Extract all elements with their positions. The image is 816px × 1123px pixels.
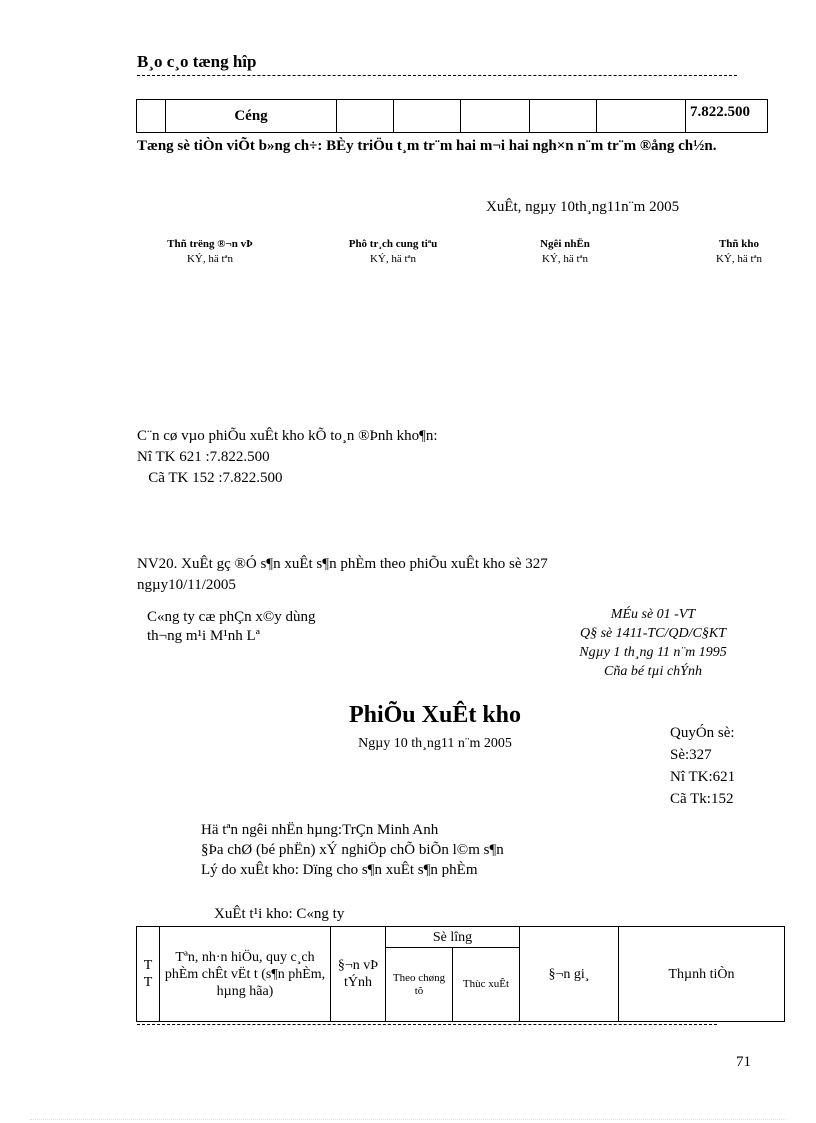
- company-name: [147, 608, 316, 646]
- signature-note: KÝ, hä tªn: [369, 253, 417, 265]
- transaction-nv20: [137, 554, 697, 596]
- detail-table: [136, 926, 785, 1022]
- table-cell: [530, 100, 597, 133]
- receiver-address: §Þa chØ (bé phËn) xÝ nghiÖp chÕ biÕn l©m s¶n: [201, 842, 504, 858]
- company-line: th¬ng m¹i M¹nh Lª: [147, 628, 260, 644]
- form-number: MÉu sè 01 -VT: [610, 607, 696, 622]
- form-decision: Q§ sè 1411-TC/QD/C§KT: [580, 626, 726, 641]
- total-amount: 7.822.500: [686, 100, 768, 133]
- voucher-details: [201, 820, 504, 880]
- table-cell: [394, 100, 461, 133]
- signature-block: [510, 237, 620, 267]
- accounting-entry: [137, 426, 438, 489]
- page-number: 71: [736, 1054, 751, 1070]
- credit-account: Cã Tk:152: [670, 791, 734, 807]
- company-line: C«ng ty cæ phÇn x©y dùng: [147, 609, 316, 625]
- transaction-line: NV20. XuÊt gç ®Ó s¶n xuÊt s¶n phÈm theo phiÕu xuÊt kho sè 327: [137, 556, 548, 572]
- col-header-amount: Thµnh tiÒn: [619, 927, 785, 1022]
- form-issuer: Cña bé tµi chÝnh: [604, 664, 702, 679]
- table-cell: [337, 100, 394, 133]
- col-header-tt: T T: [137, 927, 160, 1022]
- signature-block: [140, 237, 280, 267]
- col-header-name: Tªn, nh·n hiÖu, quy c¸ch phÈm chÊt vËt t (s¶n phÈm, hµng hãa): [160, 927, 331, 1022]
- form-info: [520, 605, 786, 681]
- footer-divider: [137, 1024, 717, 1025]
- table-header-row: [137, 927, 785, 948]
- signature-role: Phô tr¸ch cung tiªu: [348, 238, 438, 250]
- signature-block: [694, 237, 784, 267]
- signature-block: [318, 237, 468, 267]
- entry-credit: Cã TK 152 :7.822.500: [137, 470, 283, 486]
- signature-role: Thñ kho: [718, 238, 760, 250]
- voucher-numbers: [670, 722, 735, 810]
- col-header-quantity: Sè lîng: [386, 927, 520, 948]
- table-cell: [137, 100, 166, 133]
- place-date: XuÊt, ngµy 10th¸ng11n¨m 2005: [486, 199, 680, 215]
- voucher-title: PhiÕu XuÊt kho: [348, 702, 522, 728]
- entry-line: C¨n cø vµo phiÕu xuÊt kho kÕ to¸n ®Þnh kho¶n:: [137, 428, 438, 444]
- total-in-words: Tæng sè tiÒn viÕt b»ng ch÷: BÈy triÖu t¸m tr¨m hai m¬i hai ngh×n n¨m tr¨m ®ång ch½n.: [137, 138, 717, 154]
- warehouse-location: XuÊt t¹i kho: C«ng ty: [214, 906, 345, 922]
- table-row: [137, 100, 768, 133]
- book-number: QuyÓn sè:: [670, 725, 735, 741]
- col-header-unit: §¬n vÞ tÝnh: [331, 927, 386, 1022]
- signature-role: Ngêi nhËn: [540, 238, 590, 250]
- table-cell: [461, 100, 530, 133]
- form-date: Ngµy 1 th¸ng 11 n¨m 1995: [579, 645, 727, 660]
- transaction-date: ngµy10/11/2005: [137, 577, 236, 593]
- header-divider: [137, 75, 737, 76]
- summary-table: [136, 99, 768, 133]
- signature-note: KÝ, hä tªn: [715, 253, 763, 265]
- signature-note: KÝ, hä tªn: [541, 253, 589, 265]
- signature-role: Thñ trëng ®¬n vÞ: [167, 238, 253, 250]
- entry-debit: Nî TK 621 :7.822.500: [137, 449, 270, 465]
- voucher-date: Ngµy 10 th¸ng11 n¨m 2005: [358, 736, 512, 751]
- signature-note: KÝ, hä tªn: [186, 253, 234, 265]
- report-header-title: B¸o c¸o tæng hîp: [137, 52, 257, 71]
- voucher-number: Sè:327: [670, 747, 712, 763]
- col-header-qty-actual: Thùc xuÊt: [453, 948, 520, 1022]
- table-cell: [597, 100, 686, 133]
- receiver-name: Hä tªn ngêi nhËn hµng:TrÇn Minh Anh: [201, 822, 439, 838]
- total-label: Céng: [166, 100, 337, 133]
- issue-reason: Lý do xuÊt kho: Dïng cho s¶n xuÊt s¶n phÈm: [201, 862, 478, 878]
- col-header-qty-doc: Theo chøng tõ: [386, 948, 453, 1022]
- col-header-price: §¬n gi¸: [520, 927, 619, 1022]
- debit-account: Nî TK:621: [670, 769, 736, 785]
- page-bottom-edge: [30, 1119, 786, 1120]
